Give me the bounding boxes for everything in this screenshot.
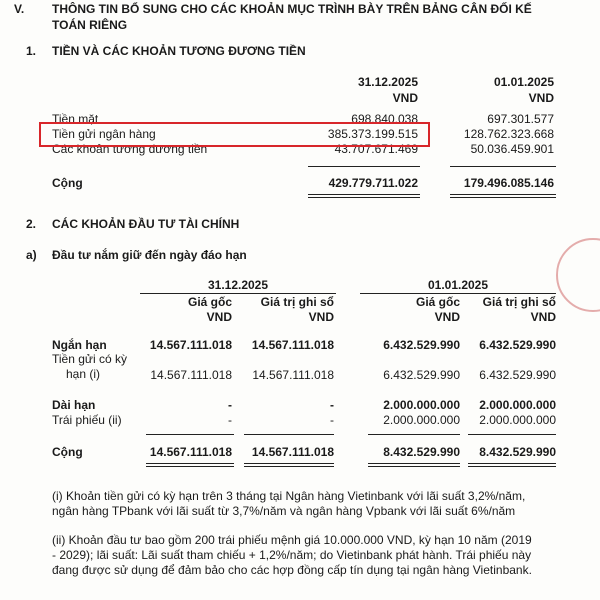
subtotal-line-book-2024 [468,434,556,435]
row-cash-label: Tiền mặt [52,112,99,126]
note1-total-2024: 179.496.085.146 [463,176,554,190]
note2a-letter: a) [26,248,37,262]
short-term-book-2024: 6.432.529.990 [479,338,556,352]
total-double-cost-2024 [368,463,460,467]
hdr-book-2025: Giá trị ghi sổ [260,295,334,309]
long-term-cost-2025: - [228,398,232,412]
subtotal-line-2025 [308,166,420,167]
hdr-book-2024: Giá trị ghi sổ [482,295,556,309]
hdr-book-unit-2025: VND [308,310,334,324]
hdr-cost-2025: Giá gốc [187,295,232,309]
total-double-book-2024 [468,463,556,467]
note1-col2-date: 01.01.2025 [493,75,554,89]
row-bank-deposits-2025: 385.373.199.515 [327,127,418,141]
term-deposit-label-1: Tiền gửi có kỳ [52,352,127,366]
highlight-box [39,122,430,147]
subtotal-line-book-2025 [244,434,334,435]
long-term-label: Dài hạn [52,398,96,412]
note-ii-line2: - 2029); lãi suất: Lãi suất tham chiếu + 1,2%/năm; do Vietinbank phát hành. Trái phiếu này [52,548,532,562]
date-header-2024: 01.01.2025 [427,278,489,292]
term-deposit-label-2: hạn (i) [66,367,101,381]
date-header-2025: 31.12.2025 [207,278,269,292]
short-term-cost-2024: 6.432.529.990 [383,338,460,352]
row-bank-deposits-label: Tiền gửi ngân hàng [52,127,156,141]
date-underline-2025 [140,293,336,294]
row-cash-equivalents-2025: 43.707.671.469 [334,142,418,156]
note1-total-label: Cộng [52,176,83,190]
note2-total-cost-2025: 14.567.111.018 [149,445,232,459]
note2a-title: Đầu tư nắm giữ đến ngày đáo hạn [52,248,247,262]
row-cash-2025: 698.840.038 [351,112,418,126]
bonds-book-2025: - [330,413,334,427]
term-deposit-book-2025: 14.567.111.018 [252,368,334,382]
note2-total-cost-2024: 8.432.529.990 [383,445,460,459]
note2-total-book-2024: 8.432.529.990 [479,445,556,459]
note2-title: CÁC KHOẢN ĐẦU TƯ TÀI CHÍNH [52,217,240,231]
long-term-cost-2024: 2.000.000.000 [383,398,460,412]
note1-total-2025: 429.779.711.022 [328,176,418,190]
bonds-cost-2025: - [228,413,232,427]
term-deposit-book-2024: 6.432.529.990 [479,368,556,382]
subtotal-line-cost-2025 [146,434,234,435]
company-seal [556,238,600,312]
section-title-line1: THÔNG TIN BỔ SUNG CHO CÁC KHOẢN MỤC TRÌNH BÀY TRÊN BẢNG CÂN ĐỐI KẾ [52,2,532,16]
subtotal-line-cost-2024 [368,434,460,435]
hdr-cost-unit-2024: VND [434,310,460,324]
total-double-line-2024 [450,194,556,198]
row-cash-equivalents-label: Các khoản tương đương tiền [52,142,208,156]
bonds-book-2024: 2.000.000.000 [479,413,556,427]
note-ii-line1: (ii) Khoản đầu tư bao gồm 200 trái phiếu mệnh giá 10.000.000 VND, kỳ hạn 10 năm (2019 [52,533,532,547]
note-i-line2: ngân hàng TPbank với lãi suất từ 3,7%/năm và ngân hàng Vpbank với lãi suất 6%/năm [52,504,516,518]
note1-col2-unit: VND [528,91,554,105]
short-term-label: Ngắn hạn [52,338,107,352]
note-ii-line3: đang được sử dụng để đảm bảo cho các hợp đồng cấp tín dụng tại ngân hàng Vietinbank. [52,563,532,577]
note2-number: 2. [26,217,37,231]
total-double-cost-2025 [146,463,234,467]
long-term-book-2025: - [330,398,334,412]
row-cash-2024: 697.301.577 [487,112,554,126]
note1-title: TIỀN VÀ CÁC KHOẢN TƯƠNG ĐƯƠNG TIỀN [52,44,306,58]
row-cash-equivalents-2024: 50.036.459.901 [470,142,554,156]
row-bank-deposits-2024: 128.762.323.668 [463,127,554,141]
subtotal-line-2024 [450,166,556,167]
bonds-label: Trái phiếu (ii) [52,413,122,427]
hdr-cost-unit-2025: VND [206,310,232,324]
hdr-book-unit-2024: VND [530,310,556,324]
note1-col1-date: 31.12.2025 [357,75,418,89]
term-deposit-cost-2025: 14.567.111.018 [150,368,232,382]
short-term-book-2025: 14.567.111.018 [251,338,334,352]
note-i-line1: (i) Khoản tiền gửi có kỳ hạn trên 3 tháng tại Ngân hàng Vietinbank với lãi suất 3,2%/năm, [52,489,526,503]
section-title-line2: TOÁN RIÊNG [52,18,128,32]
note1-col1-unit: VND [392,91,418,105]
hdr-cost-2024: Giá gốc [415,295,460,309]
note1-number: 1. [26,44,37,58]
bonds-cost-2024: 2.000.000.000 [383,413,460,427]
note2-total-book-2025: 14.567.111.018 [251,445,334,459]
long-term-book-2024: 2.000.000.000 [479,398,556,412]
note2-total-label: Cộng [52,445,83,459]
date-underline-2024 [360,293,556,294]
term-deposit-cost-2024: 6.432.529.990 [383,368,460,382]
section-number: V. [14,2,25,16]
total-double-line-2025 [308,194,420,198]
short-term-cost-2025: 14.567.111.018 [149,338,232,352]
total-double-book-2025 [244,463,334,467]
